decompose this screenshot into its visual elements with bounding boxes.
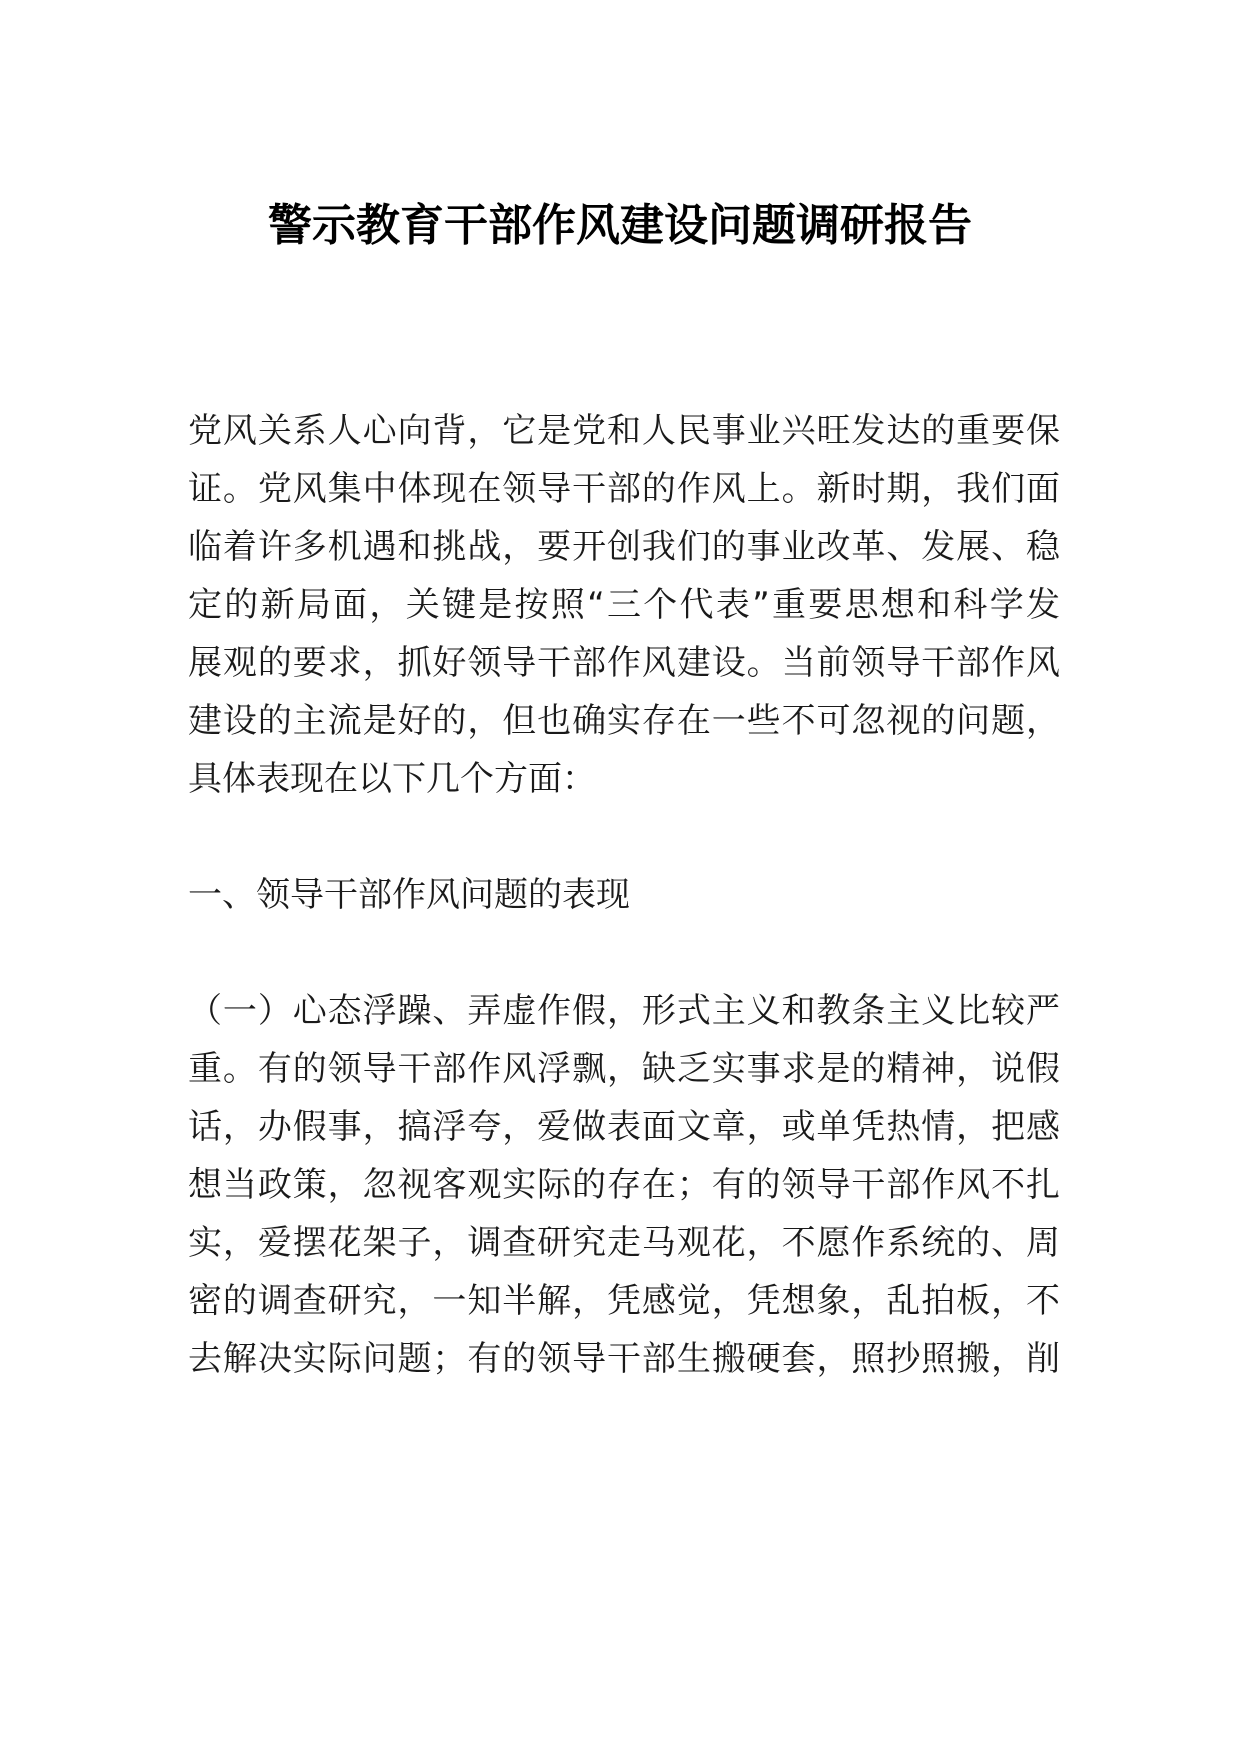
section-heading: 一、领导干部作风问题的表现 (188, 875, 630, 915)
intro-line-7: 具体表现在以下几个方面： (188, 759, 596, 799)
intro-line-4: 定的新局面，关键是按照“三个代表”重要思想和科学发 (188, 585, 1060, 625)
document-title: 警示教育干部作风建设问题调研报告 (268, 200, 972, 251)
subsection-line-1: （一）心态浮躁、弄虚作假，形式主义和教条主义比较严 (188, 991, 1060, 1031)
subsection-line-4: 想当政策，忽视客观实际的存在；有的领导干部作风不扎 (188, 1165, 1060, 1205)
intro-line-6: 建设的主流是好的，但也确实存在一些不可忽视的问题， (188, 701, 1060, 741)
intro-line-1: 党风关系人心向背，它是党和人民事业兴旺发达的重要保 (188, 411, 1060, 451)
intro-line-2: 证。党风集中体现在领导干部的作风上。新时期，我们面 (188, 469, 1060, 509)
subsection-line-5: 实，爱摆花架子，调查研究走马观花，不愿作系统的、周 (188, 1223, 1060, 1263)
intro-line-5: 展观的要求，抓好领导干部作风建设。当前领导干部作风 (188, 643, 1060, 683)
subsection-line-3: 话，办假事，搞浮夸，爱做表面文章，或单凭热情，把感 (188, 1107, 1060, 1147)
subsection-line-7: 去解决实际问题；有的领导干部生搬硬套，照抄照搬，削 (188, 1339, 1060, 1379)
intro-line-3: 临着许多机遇和挑战，要开创我们的事业改革、发展、稳 (188, 527, 1060, 567)
subsection-line-6: 密的调查研究，一知半解，凭感觉，凭想象，乱拍板，不 (188, 1281, 1060, 1321)
subsection-line-2: 重。有的领导干部作风浮飘，缺乏实事求是的精神，说假 (188, 1049, 1060, 1089)
